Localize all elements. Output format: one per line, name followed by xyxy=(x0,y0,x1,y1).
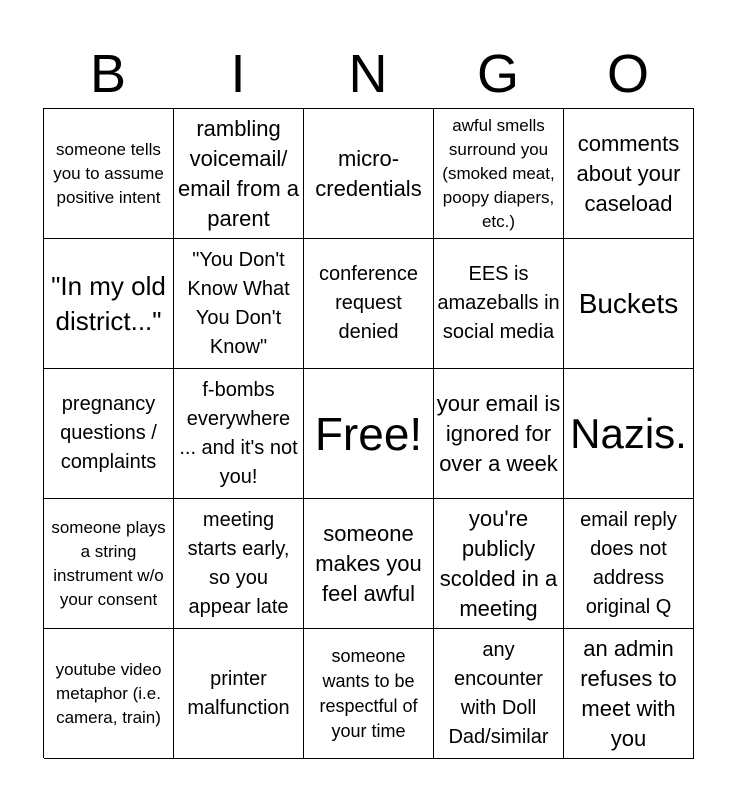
bingo-cell: someone wants to be respectful of your time xyxy=(304,629,434,759)
bingo-cell: someone tells you to assume positive intent xyxy=(44,109,174,239)
free-space: Free! xyxy=(304,369,434,499)
bingo-cell: micro-credentials xyxy=(304,109,434,239)
bingo-cell: "In my old district..." xyxy=(44,239,174,369)
bingo-cell: comments about your caseload xyxy=(564,109,694,239)
bingo-cell: printer malfunction xyxy=(174,629,304,759)
bingo-cell: any encounter with Doll Dad/similar xyxy=(434,629,564,759)
bingo-cell: conference request denied xyxy=(304,239,434,369)
bingo-cell: an admin refuses to meet with you xyxy=(564,629,694,759)
title-letter-g: G xyxy=(476,44,519,104)
bingo-title xyxy=(43,40,693,108)
bingo-cell: "You Don't Know What You Don't Know" xyxy=(174,239,304,369)
bingo-cell: someone makes you feel awful xyxy=(304,499,434,629)
bingo-cell: your email is ignored for over a week xyxy=(434,369,564,499)
bingo-cell: f-bombs everywhere ... and it's not you! xyxy=(174,369,304,499)
bingo-cell: EES is amazeballs in social media xyxy=(434,239,564,369)
title-letter-n: N xyxy=(348,44,388,104)
bingo-cell: meeting starts early, so you appear late xyxy=(174,499,304,629)
title-letter-i: I xyxy=(230,44,246,104)
bingo-cell: Nazis. xyxy=(564,369,694,499)
bingo-cell: rambling voicemail/ email from a parent xyxy=(174,109,304,239)
bingo-cell: you're publicly scolded in a meeting xyxy=(434,499,564,629)
bingo-cell: youtube video metaphor (i.e. camera, train) xyxy=(44,629,174,759)
bingo-cell: Buckets xyxy=(564,239,694,369)
title-letter-b: B xyxy=(89,44,127,104)
bingo-cell: awful smells surround you (smoked meat, poopy diapers, etc.) xyxy=(434,109,564,239)
bingo-cell: someone plays a string instrument w/o your consent xyxy=(44,499,174,629)
bingo-cell: pregnancy questions / complaints xyxy=(44,369,174,499)
bingo-cell: email reply does not address original Q xyxy=(564,499,694,629)
title-letter-o: O xyxy=(606,44,649,104)
bingo-board xyxy=(43,108,694,758)
